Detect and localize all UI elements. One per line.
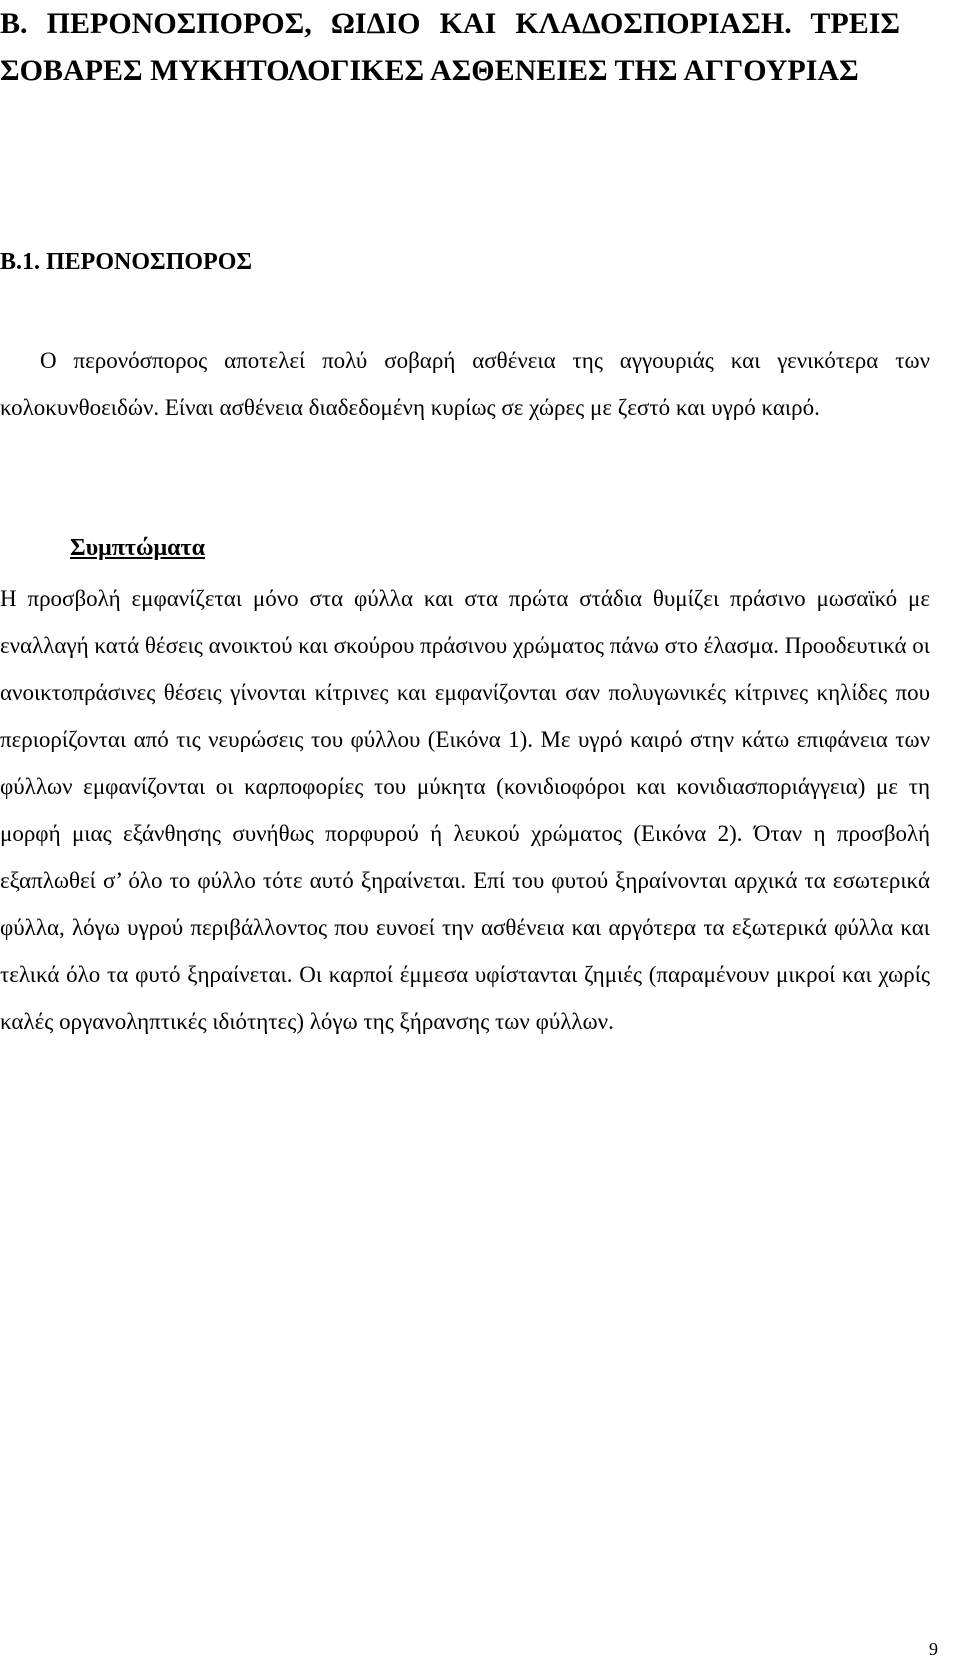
symptoms-paragraph: Η προσβολή εμφανίζεται μόνο στα φύλλα και στα πρώτα στάδια θυμίζει πράσινο μωσαϊκό με εναλλαγή κατά θέσεις ανοικτού και σκούρου πράσινου χρώματος πάνω στο έλασμα. Προοδευτικά οι ανοικτοπράσινες θέσεις γίνονται κίτρινες και εμφανίζονται σαν πολυγωνικές κίτρινες κηλίδες που περιορίζονται από τις νευρώσεις του φύλλου (Εικόνα 1). Με υγρό καιρό στην κάτω επιφάνεια των φύλλων εμφανίζονται οι καρποφορίες του μύκητα (κονιδιοφόροι και κονιδιασποριάγγεια) με τη μορφή μιας εξάνθησης συνήθως πορφυρού ή λευκού χρώματος (Εικόνα 2). Όταν η προσβολή εξαπλωθεί σ’ όλο το φύλλο τότε αυτό ξηραίνεται. Επί του φυτού ξηραίνονται αρχικά τα εσωτερικά φύλλα, λόγω υγρού περιβάλλοντος που ευνοεί την ασθένεια και αργότερα τα εξωτερικά φύλλα και τελικά όλο τα φυτό ξηραίνεται. Οι καρποί έμμεσα υφίστανται ζημιές (παραμένουν μικροί και χωρίς καλές οργανοληπτικές ιδιότητες) λόγω της ξήρανσης των φύλλων. <box>0 586 930 1034</box>
intro-paragraph: Ο περονόσπορος αποτελεί πολύ σοβαρή ασθένεια της αγγουριάς και γενικότερα των κολοκυνθοειδών. Είναι ασθένεια διαδεδομένη κυρίως σε χώρες με ζεστό και υγρό καιρό. <box>0 348 930 420</box>
page-number: 9 <box>929 1639 938 1659</box>
section-title: Β.1. ΠΕΡΟΝΟΣΠΟΡΟΣ <box>0 249 253 275</box>
chapter-title: Β. ΠΕΡΟΝΟΣΠΟΡΟΣ, ΩΙΔΙΟ ΚΑΙ ΚΛΑΔΟΣΠΟΡΙΑΣΗ. ΤΡΕΙΣ ΣΟΒΑΡΕΣ ΜΥΚΗΤΟΛΟΓΙΚΕΣ ΑΣΘΕΝΕΙΕΣ ΤΗΣ ΑΓΓΟΥΡΙΑΣ <box>0 7 900 87</box>
symptoms-heading: Συμπτώματα <box>70 535 205 561</box>
